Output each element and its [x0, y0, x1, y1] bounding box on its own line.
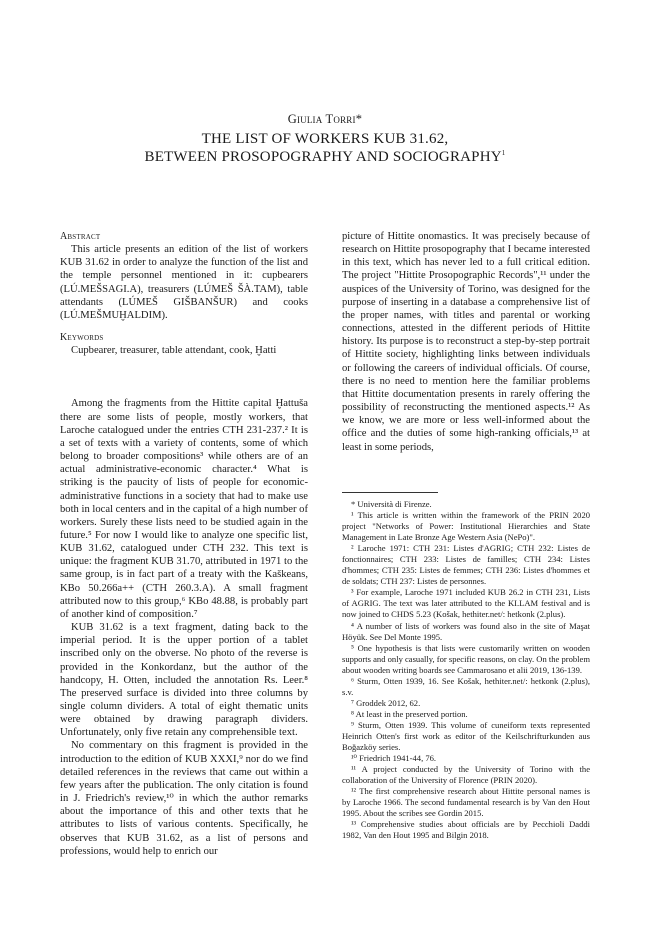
footnote: ⁶ Sturm, Otten 1939, 16. See Košak, hethiter.net/: hetkonk (2.plus), s.v. — [342, 675, 590, 697]
footnote: ² Laroche 1971: CTH 231: Listes d'AGRIG; CTH 232: Listes de fonctionnaires; CTH 233: Listes de familles; CTH 234: Listes d'hommes; CTH 235: Listes de femmes; CTH 236: Listes d'hommes et de soldats; CTH 237: Listes de personnes. — [342, 543, 590, 587]
footnote: ¹² The first comprehensive research about Hittite personal names is by Laroche 1966. The second fundamental research is by Van den Hout 1995. About the scribes see Gordin 2015. — [342, 786, 590, 819]
body-paragraph-2: KUB 31.62 is a text fragment, dating back to the imperial period. It is the upper portion of a tablet inscribed only on the obverse. No photo of the reverse is provided in the Konkordanz, but the author of the handcopy, H. Otten, included the annotation Rs. Leer.⁸ The preserved surface is divided into three columns by single column dividers. A total of eight thematic units were obtained by drawing paragraph dividers. Unfortunately, only five retain any comprehensible text. — [60, 622, 308, 739]
title-line-1: THE LIST OF WORKERS KUB 31.62, — [201, 131, 449, 147]
footnote-rule — [342, 492, 438, 493]
title-line-2: BETWEEN PROSOPOGRAPHY AND SOCIOGRAPHY — [144, 149, 502, 165]
abstract-text: This article presents an edition of the list of workers KUB 31.62 in order to analyze the function of the list and the temple personnel mentioned in it: cupbearers (LÚ.MEŠSAGI.A), treasurers (LÚMEŠ ŠÀ.TAM), table attendants (LÚMEŠ GIŠBANŠUR) and cooks (LÚ.MEŠMUḪALDIM). — [60, 244, 308, 321]
paper-title — [0, 130, 650, 166]
author-line — [0, 112, 650, 127]
footnote: ⁵ One hypothesis is that lists were customarily written on wooden supports and only casually, for specific reasons, on clay. On the problem about wooden writing boards see Cammarosano et alii 2019, 136-139. — [342, 642, 590, 675]
footnote: ⁹ Sturm, Otten 1939. This volume of cuneiform texts represented Heinrich Otten's first work as editor of the Keilschrifturkunden aus Boğazköy series. — [342, 719, 590, 753]
spacer — [60, 322, 308, 331]
footnotes — [342, 492, 590, 841]
title-line-2-wrap — [0, 148, 650, 166]
footnote: ¹³ Comprehensive studies about officials are by Pecchioli Daddi 1982, Van den Hout 1995 and Bilgin 2018. — [342, 819, 590, 841]
footnote: ⁸ At least in the preserved portion. — [351, 708, 468, 719]
abstract-heading: Abstract — [60, 231, 101, 242]
author-footnote-mark: * — [355, 112, 363, 126]
body-paragraph-3: No commentary on this fragment is provided in the introduction to the edition of KUB XXXI,⁹ nor do we find detailed references in the reviews that came out within a few years after the publication. The only citation is found in J. Friedrich's review,¹⁰ in which the author remarks about the importance of this and other texts that he attributes to lists of various contents. Specifically, he observes that KUB 31.62, as a list of persons and professions, would help to enrich our — [60, 740, 308, 857]
left-column — [60, 230, 308, 858]
author-name: Giulia Torri — [287, 112, 356, 126]
keywords-text: Cupbearer, treasurer, table attendant, cook, Ḫatti — [71, 345, 277, 357]
footnote: * Università di Firenze. — [351, 499, 432, 509]
footnote: ³ For example, Laroche 1971 included KUB 26.2 in CTH 231, Lists of AGRIG. The text was later attributed to the KI.LAM festival and is now joined to CHDS 5.23 (Košak, hethiter.net/: hetkonk (2.plus). — [342, 587, 590, 620]
footnote: ⁷ Groddek 2012, 62. — [351, 697, 421, 708]
body-paragraph-1: Among the fragments from the Hittite capital Ḫattuša there are some lists of people, mostly workers, that Laroche catalogued under the entries CTH 231-237.² It is a set of texts with a variety of contents, some of which belong to broader compositions³ while others are of an actual administrative-economic character.⁴ What is striking is the paucity of lists of people for economic-administrative functions in a society that had to make use both in local centers and in the capital of a high number of workers. Surely these lists need to be studied again in the future.⁵ For now I would like to analyze one specific list, KUB 31.62, catalogued under CTH 232. This text is unique: the fragment KUB 31.70, attributed in 1971 to the same group, is in fact part of a treaty with the Kaškeans, KBo 50.266a++ (CTH 260.3.A). A small fragment attributed now to this group,⁶ KBo 48.88, is probably part of another kind of composition.⁷ — [60, 398, 308, 620]
footnote: ⁴ A number of lists of workers was found also in the site of Maşat Höyük. See Del Monte 1995. — [342, 620, 590, 642]
keywords-heading: Keywords — [60, 332, 104, 344]
footnote: ¹¹ A project conducted by the University of Torino with the collaboration of the University of Florence (PRIN 2020). — [342, 764, 590, 786]
right-column — [342, 230, 590, 454]
title-footnote-mark: 1 — [501, 149, 506, 157]
spacer — [60, 357, 308, 397]
footnote: ¹⁰ Friedrich 1941-44, 76. — [351, 753, 437, 764]
footnote: ¹ This article is written within the framework of the PRIN 2020 project "Networks of Power: Institutional Hierarchies and State Management in Late Bronze Age Western Asia (NePo)". — [342, 510, 590, 543]
body-paragraph-continued: picture of Hittite onomastics. It was precisely because of research on Hittite prosopography that I became interested in this text, which has never led to a full critical edition. The project "Hittite Prosopographic Records",¹¹ under the auspices of the University of Torino, was designed for the purpose of inserting in a database a comprehensive list of the proper names, with titles and parental or working connections, attested in the different periods of Hittite history. Its purpose is to reconstruct a step-by-step portrait of Hittite society, highlighting links between individuals or following the careers of individual officials. Of course, there is no need to mention here the familiar problems that Hittite documentation presents in rarely offering the possibility of reconstructing the mentioned aspects.¹² As we know, we are more or less well-informed about the office and the duties of some high-ranking officials,¹³ at least in some periods, — [342, 231, 590, 453]
